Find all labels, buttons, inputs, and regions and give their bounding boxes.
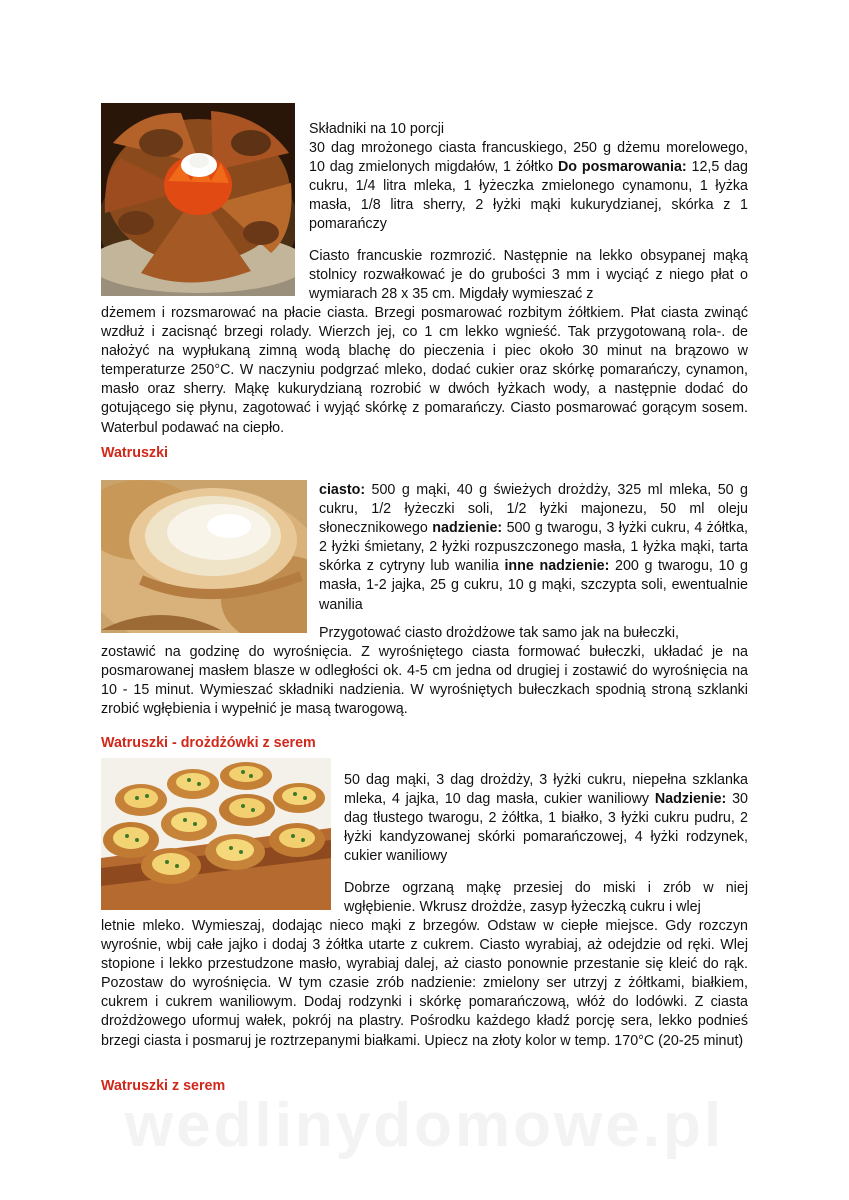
- recipe2-label-inne-nadzienie: inne nadzienie:: [504, 558, 610, 575]
- recipe1-method-rest: dżemem i rozsmarować na płacie ciasta. Brzegi posmarować rozbitym żółtkiem. Płat ciasta zwinąć wzdłuż i zacisnąć brzegi rolady. Wierzch jej, co 1 cm lekko wgnieść. Tak przygotowaną rola-. de nałożyć na wypłukaną zimną wodą blachę do pieczenia i piec około 30 minut na brązowo w temperaturze 250°C. W naczyniu podgrzać mleko, dodać cukier oraz skórkę pomarańczy, cynamon, masło oraz sherry. Mąkę kukurydzianą rozrobić w dwóch łyżkach wody, a następnie dodać do gotującego się płynu, zagotować i wyjąć skórkę z pomarańczy. Ciasto posmarować gorącym sosem. Waterbul podawać na ciepło.: [101, 305, 748, 436]
- recipe3-method-rest: letnie mleko. Wymieszaj, dodając nieco mąki z brzegów. Odstaw w ciepłe miejsce. Gdy rozczyn wyrośnie, wbij całe jajko i dodaj 3 żółtka utarte z cukrem. Ciasto wyrabiaj, aż odejdzie od ręki. Wlej stopione i lekko przestudzone masło, wyrabiaj dalej, aż ciasto ponownie przestanie się kleić do rąk. Pozostaw do wyrośnięcia. W tym czasie zrób nadzienie: zmielony ser utrzyj z żółtkami, białkiem, cukrem i cukrem waniliowym. Dodaj rodzynki i skórkę pomarańczową, włóż do lodówki. Z ciasta drożdżowego uformuj wałek, pokrój na plastry. Pośrodku każdego kładź porcję sera, lekko podnieś brzegi ciasta i posmaruj je roztrzepanymi białkami. Upiecz na złoty kolor w temp. 170°C (20-25 minut): [101, 918, 748, 1049]
- recipe1-ingredients: [309, 120, 748, 235]
- recipe3-ingredients: [344, 771, 748, 866]
- recipe3-label-nadzienie: Nadzienie:: [654, 791, 727, 808]
- recipe1-ingredients-part2: 12,5 dag cukru, 1/4 litra mleka, 1 łyżeczka zmielonego cynamonu, 1 łyżka masła, 1/8 litra sherry, 2 łyżki mąki kukurydzianej, skórka z 1 pomarańczy: [309, 159, 748, 233]
- watruszka-photo: [101, 480, 307, 633]
- watermark: wedlinydomowe.pl: [124, 1091, 725, 1160]
- recipe3-ingredients-part2: 30 dag tłustego twarogu, 2 żółtka, 1 białko, 3 łyżki cukru pudru, 2 łyżki kandyzowanej skórki pomarańczowej, 4 łyżki rodzynek, cukier waniliowy: [344, 791, 748, 865]
- recipe4-title: Watruszki z serem: [101, 1078, 226, 1094]
- drozdzowki-photo: [101, 758, 331, 910]
- recipe3-title: Watruszki - drożdżówki z serem: [101, 735, 316, 751]
- recipe2-ingredients: [319, 481, 748, 615]
- recipe2-title: Watruszki: [101, 445, 168, 461]
- recipe2-text-nadzienie: 500 g twarogu, 3 łyżki cukru, 4 żółtka, 2 łyżki śmietany, 2 łyżki rozpuszczonego masła, 1 łyżka mąki, tarta skórka z cytryny lub wanilia: [319, 520, 748, 575]
- recipe1-label-posmarowania: Do posmarowania:: [557, 159, 687, 176]
- recipe3-ingredients-part1: 50 dag mąki, 3 dag drożdży, 3 łyżki cukru, niepełna szklanka mleka, 4 jajka, 10 dag masła, cukier waniliowy: [344, 772, 748, 808]
- recipe1-method-intro: Ciasto francuskie rozmrozić. Następnie na lekko obsypanej mąką stolnicy rozwałkować je do grubości 3 mm i wyciąć z niego płat o wymiarach 28 x 35 cm. Migdały wymieszać z: [309, 248, 748, 303]
- recipe2-text-ciasto: 500 g mąki, 40 g świeżych drożdży, 325 ml mleka, 50 g cukru, 1/2 łyżeczki soli, 1/2 łyżki majonezu, 50 ml oleju słonecznikowego: [319, 482, 748, 537]
- recipe2-label-ciasto: ciasto:: [319, 482, 366, 498]
- recipe2-label-nadzienie: nadzienie:: [432, 520, 503, 537]
- recipe1-ingredients-title: Składniki na 10 porcji: [309, 121, 445, 137]
- recipe2-method-rest: zostawić na godzinę do wyrośnięcia. Z wyrośniętego ciasta formować bułeczki, układać je na posmarowanej masłem blasze w odległości ok. 4-5 cm jedna od drugiej i zostawić do wyrośnięcia na 10 - 15 minut. Wymieszać składniki nadzienia. W wyrośniętych bułeczkach spodnią stroną szklanki zrobić wgłębienia i wypełnić je masą twarogową.: [101, 644, 748, 718]
- recipe2-method-intro: Przygotować ciasto drożdżowe tak samo jak na bułeczki,: [319, 625, 679, 641]
- pastry-roll-photo: [101, 103, 295, 296]
- recipe1-ingredients-list: [309, 139, 748, 234]
- recipe1-ingredients-part1: 30 dag mrożonego ciasta francuskiego, 250 g dżemu morelowego, 10 dag zmielonych migdałów, 1 żółtko: [309, 140, 748, 176]
- recipe2-text-inne: 200 g twarogu, 10 g masła, 1-2 jajka, 25 g cukru, 10 g mąki, szczypta soli, ewentualnie wanilia: [319, 558, 748, 613]
- recipe3-method-intro: Dobrze ogrzaną mąkę przesiej do miski i zrób w niej wgłębienie. Wkrusz drożdże, zasyp łyżeczką cukru i wlej: [344, 880, 748, 916]
